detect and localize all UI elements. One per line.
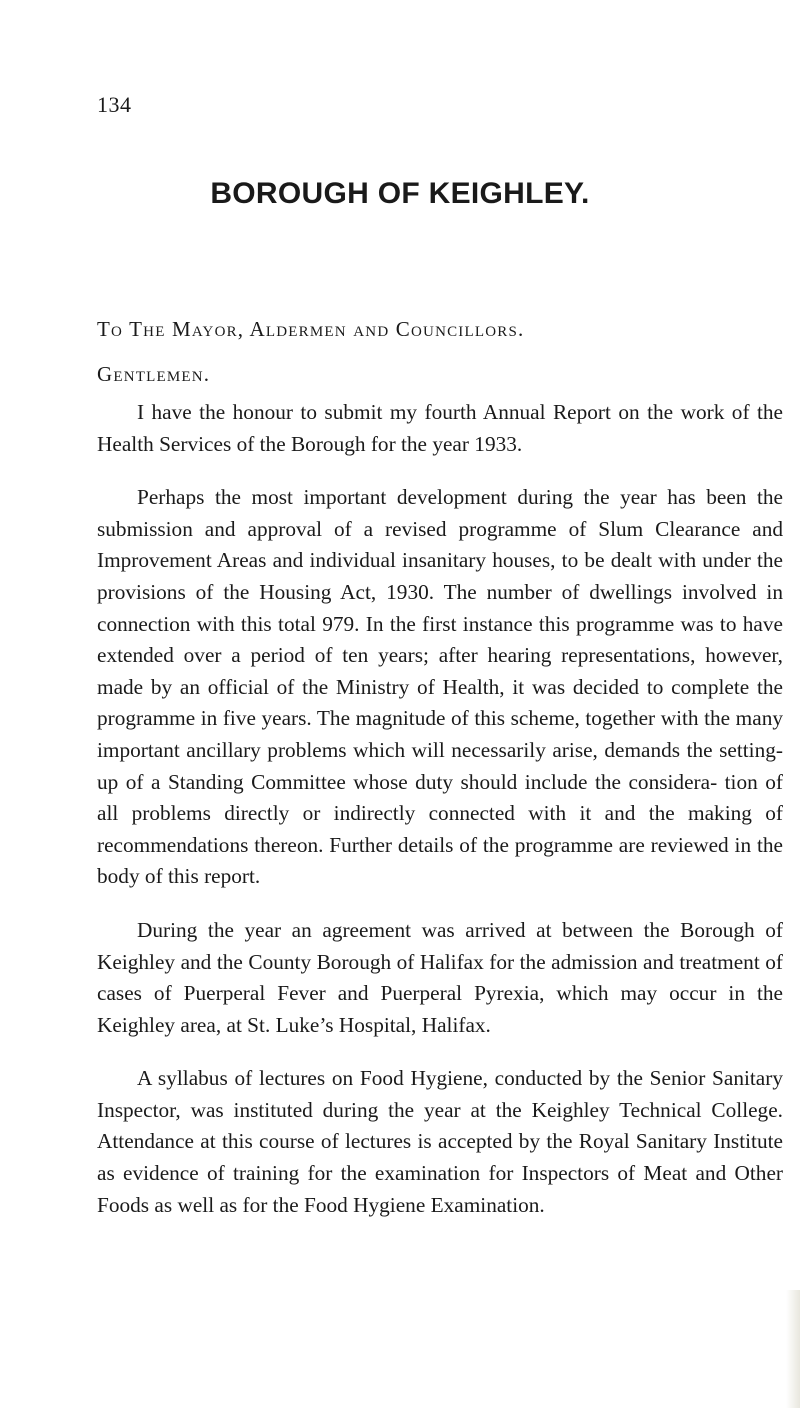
- page-title: BOROUGH OF KEIGHLEY.: [210, 177, 590, 210]
- address-line: To The Mayor, Aldermen and Councillors.: [97, 317, 525, 341]
- page-edge-shadow: [786, 1290, 800, 1408]
- page-number: 134: [97, 92, 132, 117]
- paragraph-slum-clearance: Perhaps the most important development during the year has been the submission and approval of a revised programme of Slum Clearance and Improvement Areas and individual insanitary houses, to be dealt with under the provisions of the Housing Act, 1930. The number of dwellings involved in connection with this total 979. In the first instance this programme was to have extended over a period of ten years; after hearing representations, however, made by an official of the Ministry of Health, it was decided to complete the programme in five years. The magnitude of this scheme, together with the many important ancillary problems which will necessarily arise, demands the setting-up of a Standing Committee whose duty should include the considera- tion of all problems directly or indirectly connected with it and the making of recommendations thereon. Further details of the programme are reviewed in the body of this report.: [97, 485, 783, 889]
- paragraph-food-hygiene: A syllabus of lectures on Food Hygiene, conducted by the Senior Sanitary Inspector, was instituted during the year at the Keighley Technical College. Attendance at this course of lectures is accepted by the Royal Sanitary Institute as evidence of training for the examination for Inspectors of Meat and Other Foods as well as for the Food Hygiene Examination.: [97, 1066, 783, 1217]
- paragraph-intro: I have the honour to submit my fourth Annual Report on the work of the Health Services of the Borough for the year 1933.: [97, 400, 783, 456]
- paragraph-puerperal-fever: During the year an agreement was arrived at between the Borough of Keighley and the County Borough of Halifax for the admission and treatment of cases of Puerperal Fever and Puerperal Pyrexia, which may occur in the Keighley area, at St. Luke’s Hospital, Halifax.: [97, 917, 783, 1037]
- report-body: [97, 397, 783, 1243]
- salutation: Gentlemen.: [97, 362, 211, 386]
